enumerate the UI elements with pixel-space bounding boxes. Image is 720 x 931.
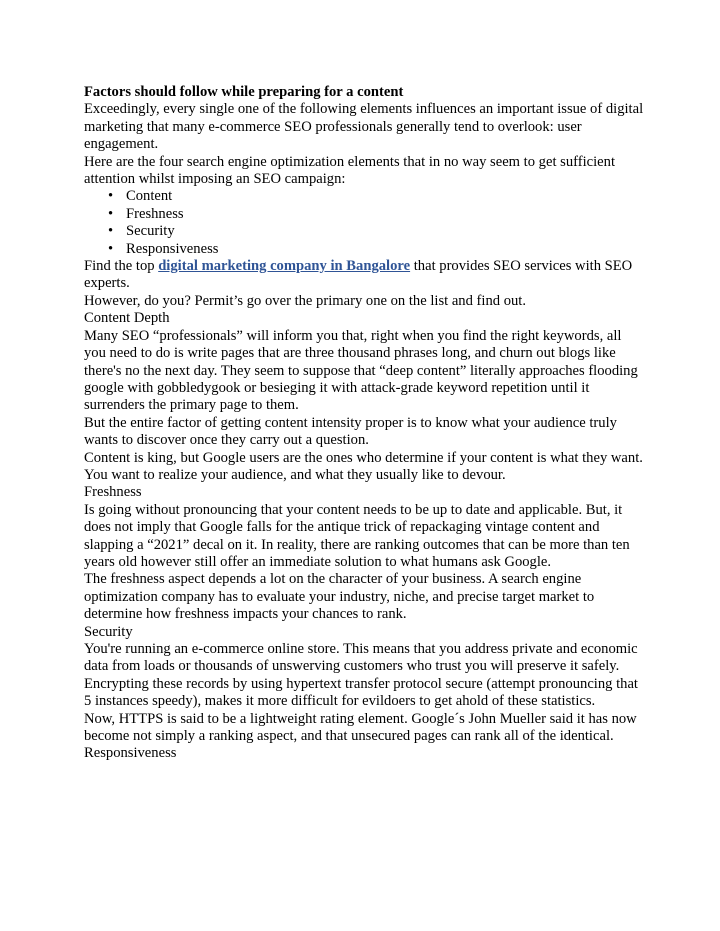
list-item: • Content [126,188,644,205]
promo-text-after: that provides SEO services with SEO experts. [84,258,633,292]
factor-list [84,188,644,258]
section-paragraph: Encrypting these records by using hypertext transfer protocol secure (attempt pronouncing that 5 instances speedy), makes it more difficult for evildoers to get ahold of these statistics. [84,675,638,710]
section-heading-security: Security [84,623,133,640]
section-heading-content-depth: Content Depth [84,310,170,327]
list-item: • Responsiveness [126,241,644,258]
section-heading-responsiveness: Responsiveness [84,745,177,762]
intro-paragraph: Here are the four search engine optimization elements that in no way seem to get sufficient attention whilst imposing an SEO campaign: [84,153,615,188]
section-paragraph: You're running an e-commerce online store. This means that you address private and economic data from loads or thousands of unswerving customers who trust you will preserve it safely. [84,641,638,675]
lead-paragraph: However, do you? Permit’s go over the primary one on the list and find out. [84,292,527,309]
digital-marketing-company-link[interactable]: digital marketing company in Bangalore [158,258,411,275]
promo-paragraph [84,258,644,293]
section-paragraph: Content is king, but Google users are the ones who determine if your content is what they want. You want to realize your audience, and what they usually like to devour. [84,449,643,483]
document-page [84,84,644,763]
list-item: • Freshness [126,206,644,223]
section-heading-freshness: Freshness [84,484,142,501]
list-item: • Security [126,223,644,240]
section-paragraph: The freshness aspect depends a lot on the character of your business. A search engine optimization company has to evaluate your industry, niche, and precise target market to determine how freshness impacts your chances to rank. [84,571,595,623]
intro-paragraph: Exceedingly, every single one of the following elements influences an important issue of digital marketing that many e-commerce SEO professionals generally tend to overlook: user engagement. [84,101,644,153]
section-paragraph: Now, HTTPS is said to be a lightweight rating element. Google´s John Mueller said it has now become not simply a ranking aspect, and that unsecured pages can rank all of the identical. [84,710,637,745]
document-title: Factors should follow while preparing for a content [84,84,404,100]
promo-text-before: Find the top [84,258,159,275]
section-paragraph: But the entire factor of getting content intensity proper is to know what your audience truly wants to discover once they carry out a question. [84,414,617,449]
section-paragraph: Many SEO “professionals” will inform you that, right when you find the right keywords, all you need to do is write pages that are three thousand phrases long, and churn out blogs like there's no the next day. They seem to suppose that “deep content” literally approaches flooding google with gobbledygook or besieging it with attack-grade keyword repetition until it surrenders the primary page to them. [84,327,638,414]
section-paragraph: Is going without pronouncing that your content needs to be up to date and applicable. But, it does not imply that Google falls for the antique trick of repackaging vintage content and slapping a “2021” decal on it. In reality, there are ranking outcomes that can be more than ten years old however still offer an immediate solution to what humans ask Google. [84,501,630,570]
